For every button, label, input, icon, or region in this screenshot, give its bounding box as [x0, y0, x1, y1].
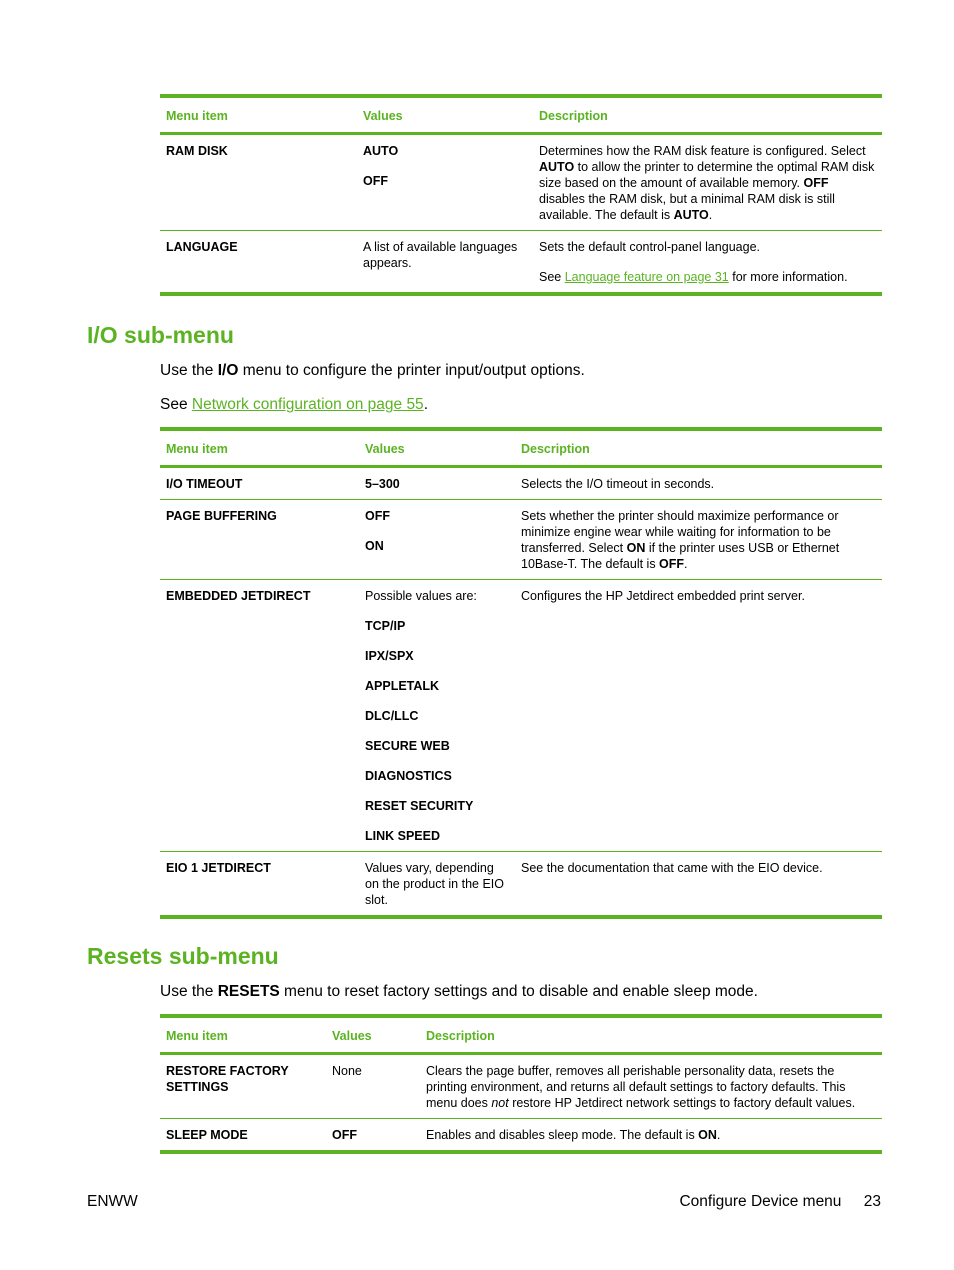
desc-text: Sets whether the printer should maximize performance or minimize engine wear while waiting for information to be transferred. Select	[521, 509, 839, 555]
column-header-values: Values	[332, 1029, 372, 1043]
resets-intro	[160, 983, 758, 1001]
menu-values: 5–300	[365, 477, 400, 491]
menu-item-name: EMBEDDED JETDIRECT	[166, 589, 311, 603]
io-intro	[160, 362, 585, 380]
column-header-description: Description	[521, 442, 590, 456]
column-header-values: Values	[363, 109, 403, 123]
column-header-menu-item: Menu item	[166, 1029, 228, 1043]
desc-text: if the printer uses USB or Ethernet 10Base-T. The default is	[521, 541, 840, 571]
value-option: AUTO	[363, 144, 399, 158]
value-option: APPLETALK	[365, 679, 440, 693]
column-header-menu-item: Menu item	[166, 109, 228, 123]
value-option: OFF	[363, 174, 388, 188]
menu-description	[420, 1119, 882, 1153]
value-option: IPX/SPX	[365, 649, 414, 663]
resets-table	[160, 1014, 882, 1154]
footer-left-label: ENWW	[87, 1193, 138, 1210]
intro-text: Use the	[160, 362, 218, 379]
desc-text: Clears the page buffer, removes all perishable personality data, resets the printing environment, and returns all default settings to factory defaults. This menu does	[426, 1064, 846, 1110]
table-row	[160, 580, 882, 852]
table-row	[160, 467, 882, 500]
column-header-menu-item: Menu item	[166, 442, 228, 456]
menu-item-name: EIO 1 JETDIRECT	[166, 861, 271, 875]
value-option: DLC/LLC	[365, 709, 419, 723]
table-header-row	[160, 1016, 882, 1054]
ram-language-table	[160, 94, 882, 296]
desc-see-line	[539, 269, 876, 285]
menu-item-name: PAGE BUFFERING	[166, 509, 277, 523]
desc-bold: AUTO	[673, 208, 709, 222]
menu-item-name: I/O TIMEOUT	[166, 477, 243, 491]
see-text: See	[160, 396, 192, 413]
menu-description: Selects the I/O timeout in seconds.	[521, 477, 715, 491]
value-option: LINK SPEED	[365, 829, 441, 843]
desc-bold: OFF	[803, 176, 829, 190]
menu-item-name: RESTORE FACTORY SETTINGS	[166, 1064, 289, 1094]
menu-item-name: LANGUAGE	[166, 240, 238, 254]
desc-text: Sets the default control-panel language.	[539, 240, 760, 254]
see-text: .	[423, 396, 428, 413]
intro-bold: I/O	[217, 362, 239, 379]
menu-values: None	[332, 1064, 362, 1078]
menu-values	[359, 500, 515, 580]
page-number: 23	[863, 1193, 881, 1210]
io-table	[160, 427, 882, 919]
menu-item-name: RAM DISK	[166, 144, 228, 158]
language-feature-link[interactable]: Language feature on page 31	[564, 270, 729, 284]
network-configuration-link[interactable]: Network configuration on page 55	[191, 396, 424, 413]
value-option: ON	[365, 539, 384, 553]
values-intro: Possible values are:	[365, 589, 477, 603]
menu-description	[515, 500, 882, 580]
desc-italic: not	[491, 1096, 509, 1110]
menu-values	[357, 134, 533, 231]
io-submenu-heading: I/O sub-menu	[87, 322, 234, 348]
value-option: SECURE WEB	[365, 739, 450, 753]
table-row	[160, 852, 882, 918]
column-header-description: Description	[426, 1029, 495, 1043]
desc-bold: ON	[626, 541, 646, 555]
menu-description: See the documentation that came with the EIO device.	[521, 861, 823, 875]
desc-bold: AUTO	[539, 160, 575, 174]
desc-text: .	[716, 1128, 721, 1142]
desc-text: Determines how the RAM disk feature is configured. Select	[539, 144, 866, 158]
menu-description: Configures the HP Jetdirect embedded print server.	[521, 589, 805, 603]
desc-bold: OFF	[659, 557, 685, 571]
menu-values: Values vary, depending on the product in the EIO slot.	[365, 861, 504, 907]
desc-text: restore HP Jetdirect network settings to factory default values.	[508, 1096, 856, 1110]
desc-text: .	[708, 208, 713, 222]
menu-values	[359, 580, 515, 852]
value-option: DIAGNOSTICS	[365, 769, 452, 783]
menu-values: A list of available languages appears.	[363, 240, 518, 270]
table-header-row	[160, 429, 882, 467]
footer-section-title: Configure Device menu	[679, 1193, 842, 1210]
table-header-row	[160, 96, 882, 134]
intro-bold: RESETS	[217, 983, 280, 1000]
intro-text: Use the	[160, 983, 218, 1000]
resets-submenu-heading: Resets sub-menu	[87, 943, 279, 969]
desc-text: Enables and disables sleep mode. The default is	[426, 1128, 699, 1142]
desc-bold: ON	[698, 1128, 717, 1142]
table-row	[160, 134, 882, 231]
menu-description	[533, 231, 882, 295]
desc-text: disables the RAM disk, but a minimal RAM disk is still available. The default is	[539, 192, 835, 222]
intro-text: menu to reset factory settings and to disable and enable sleep mode.	[279, 983, 758, 1000]
footer-right	[679, 1193, 881, 1211]
table-row	[160, 1119, 882, 1153]
desc-text: .	[684, 557, 688, 571]
desc-text: to allow the printer to determine the optimal RAM disk size based on the amount of available memory.	[539, 160, 875, 190]
value-option: RESET SECURITY	[365, 799, 474, 813]
menu-values: OFF	[332, 1128, 357, 1142]
desc-text: See	[539, 270, 565, 284]
desc-text: for more information.	[728, 270, 848, 284]
menu-description	[533, 134, 882, 231]
value-option: OFF	[365, 509, 390, 523]
table-row	[160, 1054, 882, 1119]
value-option: TCP/IP	[365, 619, 406, 633]
column-header-values: Values	[365, 442, 405, 456]
intro-text: menu to configure the printer input/output options.	[238, 362, 585, 379]
table-row	[160, 231, 882, 295]
menu-description	[420, 1054, 882, 1119]
table-row	[160, 500, 882, 580]
menu-item-name: SLEEP MODE	[166, 1128, 248, 1142]
column-header-description: Description	[539, 109, 608, 123]
io-see-line	[160, 396, 428, 414]
